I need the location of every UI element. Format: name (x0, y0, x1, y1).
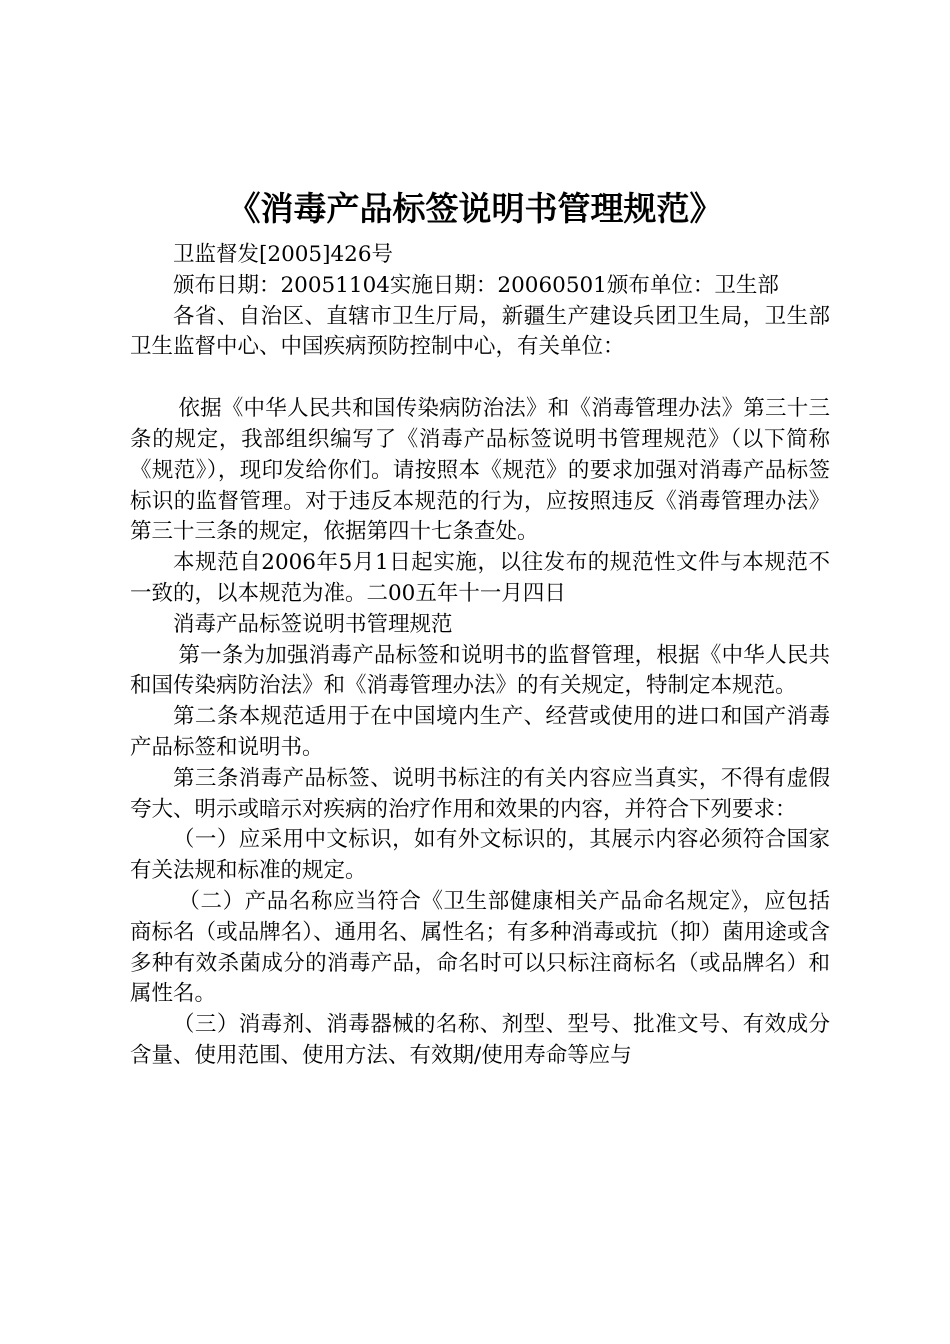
article-2: 第二条本规范适用于在中国境内生产、经营或使用的进口和国产消毒产品标签和说明书。 (130, 704, 830, 760)
document-number: 卫监督发[2005]426号 (173, 242, 394, 267)
regulation-heading: 消毒产品标签说明书管理规范 (173, 611, 453, 637)
article-3-item-1: （一）应采用中文标识，如有外文标识的，其展示内容必须符合国家有关法规和标准的规定。 (130, 827, 830, 884)
addressees: 各省、自治区、直辖市卫生厅局，新疆生产建设兵团卫生局，卫生部卫生监督中心、中国疾病预防控制中心，有关单位： (130, 303, 830, 360)
issue-info: 颁布日期：20051104实施日期：20060501颁布单位：卫生部 (173, 272, 779, 298)
article-3: 第三条消毒产品标签、说明书标注的有关内容应当真实，不得有虚假夸大、明示或暗示对疾病的治疗作用和效果的内容，并符合下列要求： (130, 765, 830, 822)
document-title: 《消毒产品标签说明书管理规范》 (227, 189, 723, 228)
document-body (130, 240, 830, 1072)
article-3-item-2: （二）产品名称应当符合《卫生部健康相关产品命名规定》，应包括商标名（或品牌名）、通用名、属性名；有多种消毒或抗（抑）菌用途或含多种有效杀菌成分的消毒产品，命名时可以只标注商标名（或品牌名）和属性名。 (130, 888, 830, 1007)
notice-paragraph: 依据《中华人民共和国传染病防治法》和《消毒管理办法》第三十三条的规定，我部组织编写了《消毒产品标签说明书管理规范》（以下简称《规范》），现印发给你们。请按照本《规范》的要求加强对消毒产品标签标识的监督管理。对于违反本规范的行为，应按照违反《消毒管理办法》第三十三条的规定，依据第四十七条查处。 (130, 396, 830, 545)
effective-date-paragraph: 本规范自2006年5月1日起实施，以往发布的规范性文件与本规范不一致的，以本规范为准。二00五年十一月四日 (130, 550, 830, 606)
article-3-item-3: （三）消毒剂、消毒器械的名称、剂型、型号、批准文号、有效成分含量、使用范围、使用方法、有效期/使用寿命等应与 (130, 1012, 830, 1068)
article-1: 第一条为加强消毒产品标签和说明书的监督管理，根据《中华人民共和国传染病防治法》和《消毒管理办法》的有关规定，特制定本规范。 (130, 642, 830, 699)
